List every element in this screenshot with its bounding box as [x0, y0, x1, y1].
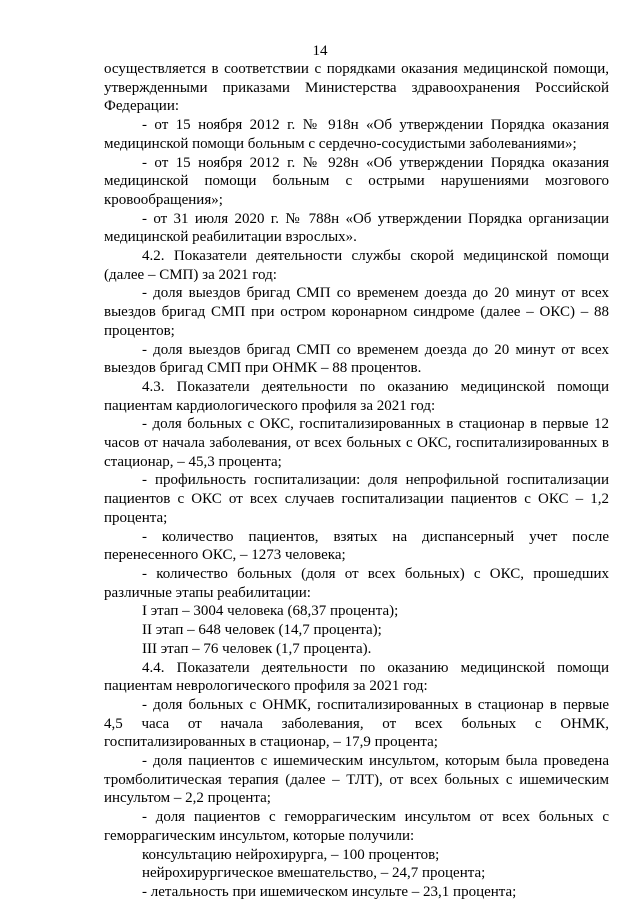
- list-item-oks-dispensary: - количество пациентов, взятых на диспансерный учет после перенесенного ОКС, – 1273 человека;: [104, 528, 609, 564]
- rehab-stage-2: II этап – 648 человек (14,7 процента);: [142, 622, 382, 639]
- list-item-oks-hospitalized-12h: - доля больных с ОКС, госпитализированных в стационар в первые 12 часов от начала заболевания, от всех больных с ОКС, госпитализированных в стационар, – 45,3 процента;: [104, 416, 609, 470]
- paragraph-intro-continuation: осуществляется в соответствии с порядками оказания медицинской помощи, утвержденными приказами Министерства здравоохранения Российской Федерации:: [104, 61, 609, 115]
- list-item-oks-nonprofile: - профильность госпитализации: доля непрофильной госпитализации пациентов с ОКС от всех случаев госпитализации пациентов с ОКС – 1,2 процента;: [104, 472, 609, 526]
- list-item-tlt-share: - доля пациентов с ишемическим инсультом, которым была проведена тромболитическая терапия (далее – ТЛТ), от всех больных с ишемическим инсультом – 2,2 процента;: [104, 753, 609, 807]
- rehab-stage-1: I этап – 3004 человека (68,37 процента);: [142, 603, 399, 620]
- sub-item-neurosurgical-intervention: нейрохирургическое вмешательство, – 24,7 процента;: [142, 865, 486, 882]
- list-item-order-788n: - от 31 июля 2020 г. № 788н «Об утверждении Порядка организации медицинской реабилитации взрослых».: [104, 210, 609, 246]
- list-item-smp-oks: - доля выездов бригад СМП со временем доезда до 20 минут от всех выездов бригад СМП при остром коронарном синдроме (далее – ОКС) – 88 процентов;: [104, 285, 609, 339]
- section-heading-4-3: 4.3. Показатели деятельности по оказанию медицинской помощи пациентам кардиологического профиля за 2021 год:: [104, 378, 609, 414]
- list-item-oks-rehabilitation: - количество больных (доля от всех больных) с ОКС, прошедших различные этапы реабилитации:: [104, 565, 609, 601]
- document-body: [104, 60, 609, 902]
- list-item-onmk-hospitalized-4-5h: - доля больных с ОНМК, госпитализированных в стационар в первые 4,5 часа от начала заболевания, от всех больных с ОНМК, госпитализированных в стационар, – 17,9 процента;: [104, 696, 609, 751]
- list-item-ischemic-stroke-mortality: - летальность при ишемическом инсульте – 23,1 процента;: [142, 883, 517, 900]
- list-item-smp-onmk: - доля выездов бригад СМП со временем доезда до 20 минут от всех выездов бригад СМП при ОНМК – 88 процентов.: [104, 341, 609, 377]
- list-item-order-918n: - от 15 ноября 2012 г. № 918н «Об утверждении Порядка оказания медицинской помощи больным с сердечно-сосудистыми заболеваниями»;: [104, 117, 609, 152]
- rehab-stage-3: III этап – 76 человек (1,7 процента).: [142, 640, 372, 657]
- sub-item-neurosurgeon-consultation: консультацию нейрохирурга, – 100 процентов;: [142, 846, 440, 863]
- section-heading-4-2: 4.2. Показатели деятельности службы скорой медицинской помощи (далее – СМП) за 2021 год:: [104, 248, 609, 283]
- page-number: 14: [312, 43, 328, 59]
- list-item-order-928n: - от 15 ноября 2012 г. № 928н «Об утверждении Порядка оказания медицинской помощи больным с острыми нарушениями мозгового кровообращения»;: [104, 154, 609, 208]
- list-item-hemorrhagic-stroke: - доля пациентов с геморрагическим инсультом от всех больных с геморрагическим инсультом, которые получили:: [104, 809, 609, 844]
- section-heading-4-4: 4.4. Показатели деятельности по оказанию медицинской помощи пациентам неврологического профиля за 2021 год:: [104, 659, 609, 695]
